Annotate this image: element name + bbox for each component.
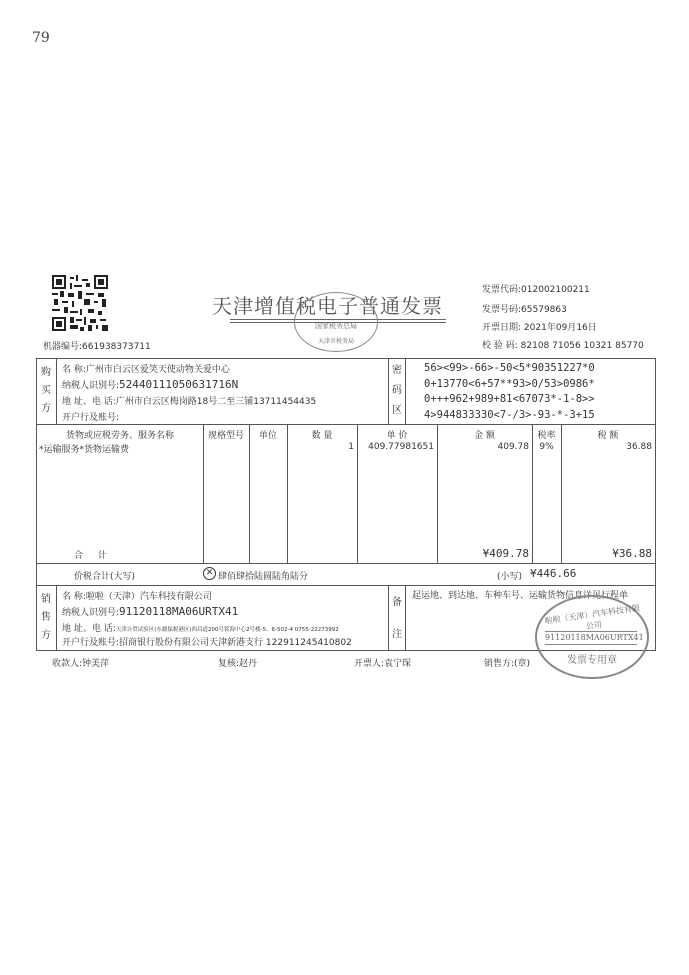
remarks-text: 起运地、到达地、车种车号、运输货物信息详见行程单	[412, 591, 629, 601]
remarks-side-label: 备 注	[392, 597, 402, 640]
col-header-amount: 金 额	[474, 431, 495, 441]
reviewer: 赵丹	[239, 659, 258, 669]
total-label: 合 计	[74, 551, 113, 561]
qr-code-icon	[52, 275, 108, 331]
seller-name-row: 名 称:啦啦（天津）汽车科技有限公司	[62, 592, 212, 602]
item-tax: 36.88	[626, 442, 652, 452]
invoice-title: 天津增值税电子普通发票	[212, 294, 443, 318]
grand-total-small-label: (小写)	[497, 572, 523, 582]
invoice-code: 012002100211	[521, 285, 590, 295]
cipher-side-label: 密 码 区	[392, 365, 402, 416]
grand-total-upper: 肆佰肆拾陆圆陆角陆分	[218, 572, 309, 582]
buyer-tax-id: 52440111050631716N	[119, 378, 239, 391]
buyer-name-row: 名 称:广州市白云区爱笑天使动物关爱中心	[62, 365, 230, 375]
grand-total-small: ¥446.66	[530, 567, 577, 580]
col-header-price: 单 价	[386, 431, 408, 441]
invoice-date-row: 开票日期: 2021年09月16日	[482, 323, 597, 333]
seal-bottom-text: 天津市税务局	[317, 338, 354, 345]
cipher-line: 0+++962+989+81<67073*-1-8>>	[424, 393, 595, 405]
cipher-line: 56><99>-66>-50<5*90351227*0	[424, 362, 595, 374]
invoice-number: 65579863	[521, 305, 567, 315]
seller-tax-id: 91120118MA06URTX41	[119, 605, 239, 618]
check-code: 82108 71056 10321 85770	[520, 341, 644, 351]
col-header-name: 货物或应税劳务、服务名称	[65, 431, 174, 441]
col-header-spec: 规格型号	[207, 431, 244, 441]
buyer-address-row: 地 址、电 话:广州市白云区梅岗路18号二至三铺13711454435	[62, 397, 317, 407]
date-month: 09	[555, 323, 568, 333]
seller-address: 天津自贸试验区(东疆保税港区)西昌道200号铭海中心2号楼-5、6-502-4 0755-22273992	[115, 627, 339, 633]
payee-row: 收款人:钟美萍	[52, 659, 110, 669]
stamp-code: 91120118MA06URTX41	[545, 633, 644, 642]
buyer-side-label: 购 买 方	[41, 367, 51, 414]
item-amount: 409.78	[497, 442, 529, 452]
col-header-rate: 税率	[537, 431, 556, 441]
handwritten-note: 79	[32, 30, 50, 46]
buyer-tax-id-row: 纳税人识别号:52440111050631716N	[62, 378, 239, 391]
item-price: 409.77981651	[368, 442, 434, 452]
buyer-address: 广州市白云区梅岗路18号二至三铺13711454435	[115, 397, 317, 407]
seller-address-row: 地 址、电 话:天津自贸试验区(东疆保税港区)西昌道200号铭海中心2号楼-5、6-502-4 0755-22273992	[62, 624, 339, 634]
drawer-row: 开票人:袁宁琛	[354, 659, 412, 669]
item-qty: 1	[348, 442, 354, 452]
invoice-code-row: 发票代码:012002100211	[482, 285, 590, 295]
invoice-number-row: 发票号码:65579863	[482, 305, 567, 315]
seller-side-label: 销 售 方	[41, 594, 51, 641]
payee: 钟美萍	[82, 659, 110, 669]
seal-inner-text: 国家税务总局	[315, 322, 357, 330]
col-header-unit: 单位	[258, 431, 277, 441]
total-amount: ¥409.78	[482, 547, 529, 560]
item-rate: 9%	[539, 442, 554, 452]
stamp-type: 发票专用章	[567, 655, 617, 666]
cipher-block	[424, 361, 595, 423]
buyer-bank-row: 开户行及账号:	[62, 413, 120, 423]
seller-tax-id-row: 纳税人识别号:91120118MA06URTX41	[62, 605, 239, 618]
col-header-tax: 税 额	[597, 431, 619, 441]
buyer-name: 广州市白云区爱笑天使动物关爱中心	[85, 365, 230, 375]
machine-number-row: 机器编号:661938373711	[43, 342, 151, 352]
total-tax: ¥36.88	[612, 547, 652, 560]
stamp-arc-text: 啦啦（天津）汽车科技有限公司	[544, 603, 641, 632]
tax-bureau-seal	[294, 292, 378, 352]
drawer: 袁宁琛	[384, 659, 412, 669]
seller-sign-label: 销售方:(章)	[484, 659, 531, 669]
seller-bank: 招商银行股份有限公司天津新港支行 122911245410802	[119, 638, 352, 648]
date-year: 2021	[523, 323, 547, 333]
seller-name: 啦啦（天津）汽车科技有限公司	[85, 592, 212, 602]
seller-bank-row: 开户行及账号:招商银行股份有限公司天津新港支行 122911245410802	[62, 638, 352, 648]
cipher-line: 0+13770<6+57**93>0/53>0986*	[424, 377, 595, 390]
cross-circle-icon: ✕	[203, 567, 216, 580]
col-header-qty: 数 量	[311, 431, 333, 441]
seller-invoice-stamp	[535, 595, 649, 679]
check-code-row: 校 验 码: 82108 71056 10321 85770	[482, 341, 644, 351]
reviewer-row: 复核:赵丹	[218, 659, 258, 669]
item-name: *运输服务*货物运输费	[39, 445, 130, 455]
cipher-line: 4>944833330<7-/3>-93-*-3+15	[424, 408, 595, 421]
date-day: 16	[576, 323, 588, 333]
grand-total-label: 价税合计(大写)	[74, 572, 136, 582]
machine-number: 661938373711	[82, 342, 151, 352]
